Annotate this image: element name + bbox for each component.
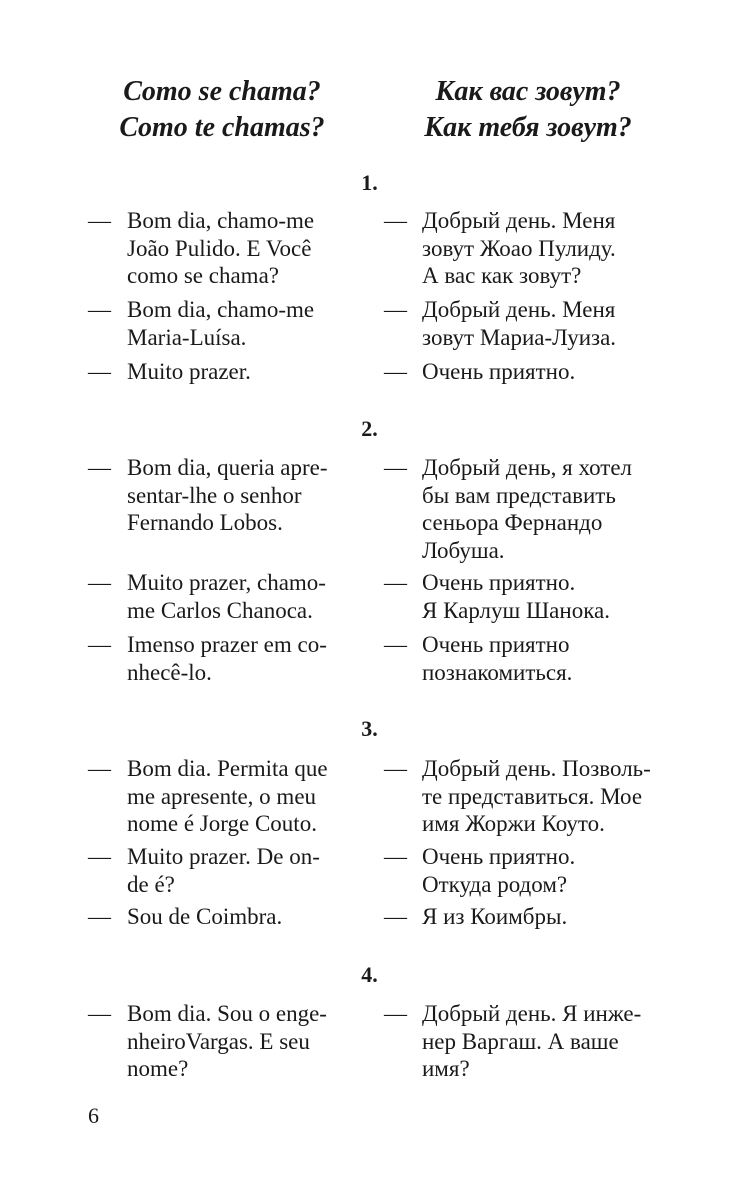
section-number: 3. [361, 716, 378, 741]
title-ru-line-2: Как тебя зовут? [424, 112, 632, 143]
line-ru: Добрый день. Меня зовут Мариа-Луиза. [422, 297, 617, 350]
dash-pt: — [88, 1001, 111, 1026]
line-ru: Добрый день. Меня зовут Жоао Пулиду. А вас как зовут? [422, 208, 616, 288]
dash-ru: — [384, 844, 407, 869]
line-pt: Bom dia, chamo-me Maria-Luísa. [127, 297, 315, 350]
dash-pt: — [88, 904, 111, 929]
line-ru: Очень приятно познакомиться. [422, 632, 573, 685]
line-ru: Добрый день. Позволь- те представиться. Мое имя Жоржи Коуто. [422, 756, 651, 836]
dash-ru: — [384, 359, 407, 384]
title-ru-line-1: Как вас зовут? [435, 76, 621, 107]
title-russian [378, 74, 678, 146]
title-portuguese [72, 74, 372, 146]
dash-pt: — [88, 632, 111, 657]
dash-ru: — [384, 208, 407, 233]
line-ru: Очень приятно. Откуда родом? [422, 844, 576, 897]
page-number: 6 [88, 1103, 99, 1128]
line-ru: Я из Коимбры. [422, 904, 568, 929]
dash-ru: — [384, 297, 407, 322]
dash-pt: — [88, 297, 111, 322]
line-pt: Bom dia. Permita que me apresente, o meu nome é Jorge Couto. [127, 756, 328, 836]
line-ru: Добрый день, я хотел бы вам представить сеньора Фернандо Лобуша. [422, 455, 632, 563]
dash-pt: — [88, 844, 111, 869]
section-number: 2. [361, 416, 378, 441]
line-ru: Добрый день. Я инже- нер Варгаш. А ваше имя? [422, 1001, 642, 1081]
line-pt: Muito prazer. [127, 359, 251, 384]
dash-pt: — [88, 359, 111, 384]
dash-ru: — [384, 904, 407, 929]
section-number: 1. [361, 170, 378, 195]
dash-pt: — [88, 208, 111, 233]
dash-pt: — [88, 756, 111, 781]
dash-ru: — [384, 632, 407, 657]
dash-pt: — [88, 570, 111, 595]
line-pt: Muito prazer, chamo- me Carlos Chanoca. [127, 570, 326, 623]
dash-ru: — [384, 1001, 407, 1026]
line-pt: Sou de Coimbra. [127, 904, 283, 929]
title-pt-line-2: Como te chamas? [119, 112, 325, 143]
line-ru: Очень приятно. Я Карлуш Шанока. [422, 570, 610, 623]
dash-ru: — [384, 570, 407, 595]
dash-ru: — [384, 455, 407, 480]
section-number: 4. [361, 962, 378, 987]
dash-ru: — [384, 756, 407, 781]
line-ru: Очень приятно. [422, 359, 576, 384]
dash-pt: — [88, 455, 111, 480]
line-pt: Imenso prazer em co- nhecê-lo. [127, 632, 327, 685]
line-pt: Muito prazer. De on- de é? [127, 844, 320, 897]
line-pt: Bom dia. Sou o enge- nheiroVargas. E seu nome? [127, 1001, 327, 1081]
line-pt: Bom dia, chamo-me João Pulido. E Você como se chama? [127, 208, 315, 288]
title-pt-line-1: Como se chama? [123, 76, 321, 107]
line-pt: Bom dia, queria apre- sentar-lhe o senhor Fernando Lobos. [127, 455, 328, 535]
